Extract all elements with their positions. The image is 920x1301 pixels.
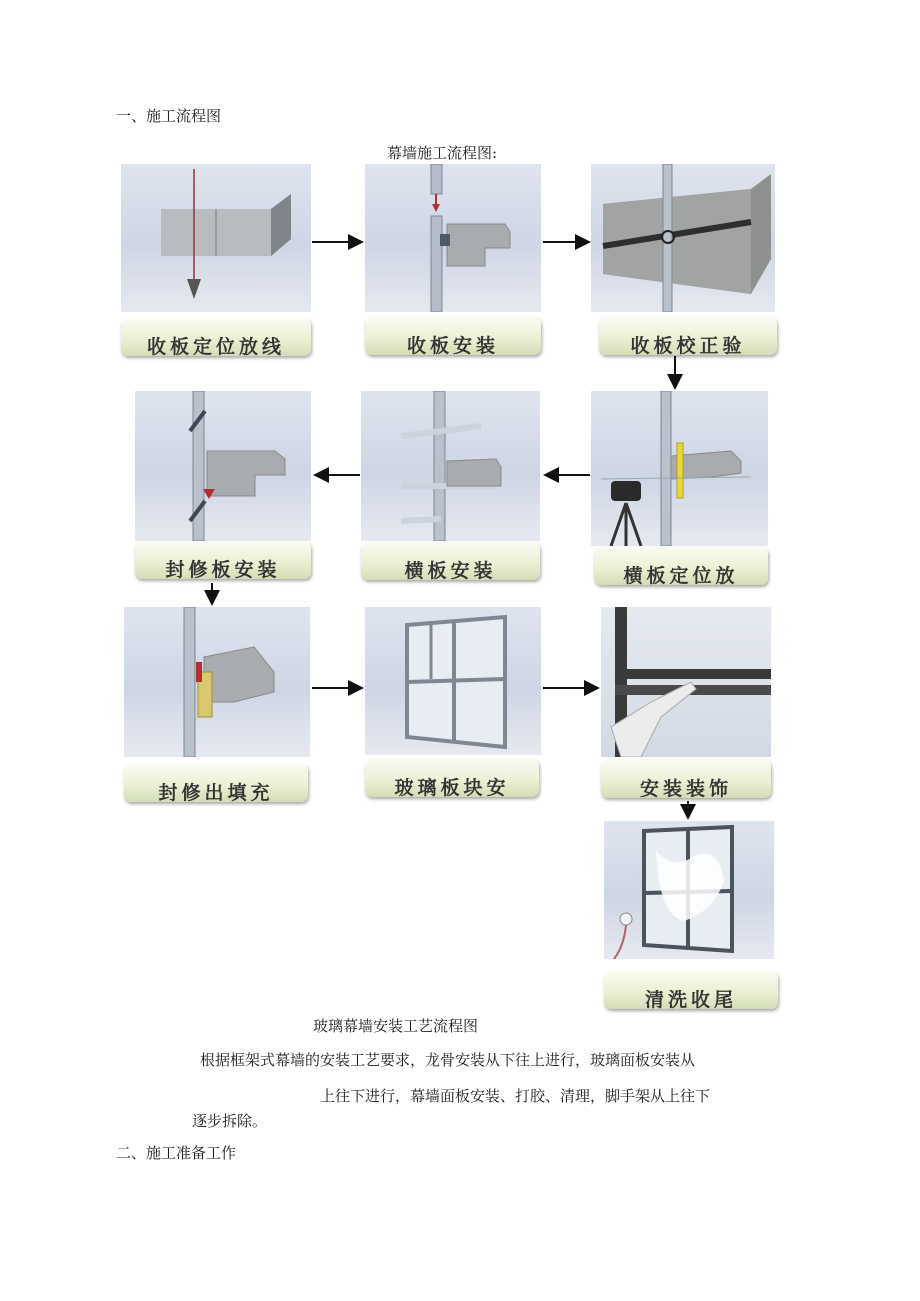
- transom-install-icon: [361, 391, 540, 541]
- column-check-icon: [591, 164, 775, 312]
- step-5-label: 横板安装: [361, 542, 540, 580]
- figure-caption: 玻璃幕墙安装工艺流程图: [313, 1017, 479, 1035]
- step-1-label: 收板定位放线: [121, 318, 311, 356]
- flow-step-6: [135, 391, 313, 583]
- sealant-gun-icon: [601, 607, 771, 757]
- closure-board-icon: [135, 391, 311, 541]
- glass-panel-icon: [365, 607, 541, 755]
- level-instrument-icon: [591, 391, 768, 546]
- flow-step-9: [601, 607, 771, 801]
- flow-title: 幕墙施工流程图:: [387, 144, 498, 162]
- paragraph-line-2: 上往下进行，幕墙面板安装、打胶、清理，脚手架从上往下: [320, 1087, 711, 1105]
- flow-step-8: [365, 607, 541, 801]
- flow-step-5: [361, 391, 542, 584]
- step-2-label: 收板安装: [365, 317, 541, 355]
- step-7-label: 封修出填充: [124, 764, 308, 802]
- fire-fill-icon: [124, 607, 310, 757]
- step-3-label: 收板校正验: [599, 317, 777, 355]
- step-4-label: 横板定位放: [594, 547, 768, 585]
- section-heading-2: 二、施工准备工作: [116, 1144, 237, 1162]
- step-8-label: 玻璃板块安: [365, 759, 539, 797]
- step-6-label: 封修板安装: [135, 541, 311, 579]
- bracket-install-icon: [365, 164, 541, 312]
- section-heading-1: 一、施工流程图: [116, 107, 222, 125]
- flow-step-3: [591, 164, 777, 356]
- flow-step-4: [591, 391, 777, 589]
- flow-step-7: [124, 607, 310, 805]
- paragraph-line-1: 根据框架式幕墙的安装工艺要求，龙骨安装从下往上进行，玻璃面板安装从: [200, 1051, 696, 1069]
- cleaning-icon: [604, 821, 774, 959]
- flow-step-10: [604, 821, 778, 1011]
- paragraph-line-3: 逐步拆除。: [192, 1112, 268, 1130]
- plumb-line-icon: [121, 164, 311, 312]
- flow-step-1: [121, 164, 313, 356]
- flow-step-2: [365, 164, 543, 356]
- step-9-label: 安装装饰: [601, 760, 771, 798]
- step-10-label: 清洗收尾: [604, 971, 778, 1009]
